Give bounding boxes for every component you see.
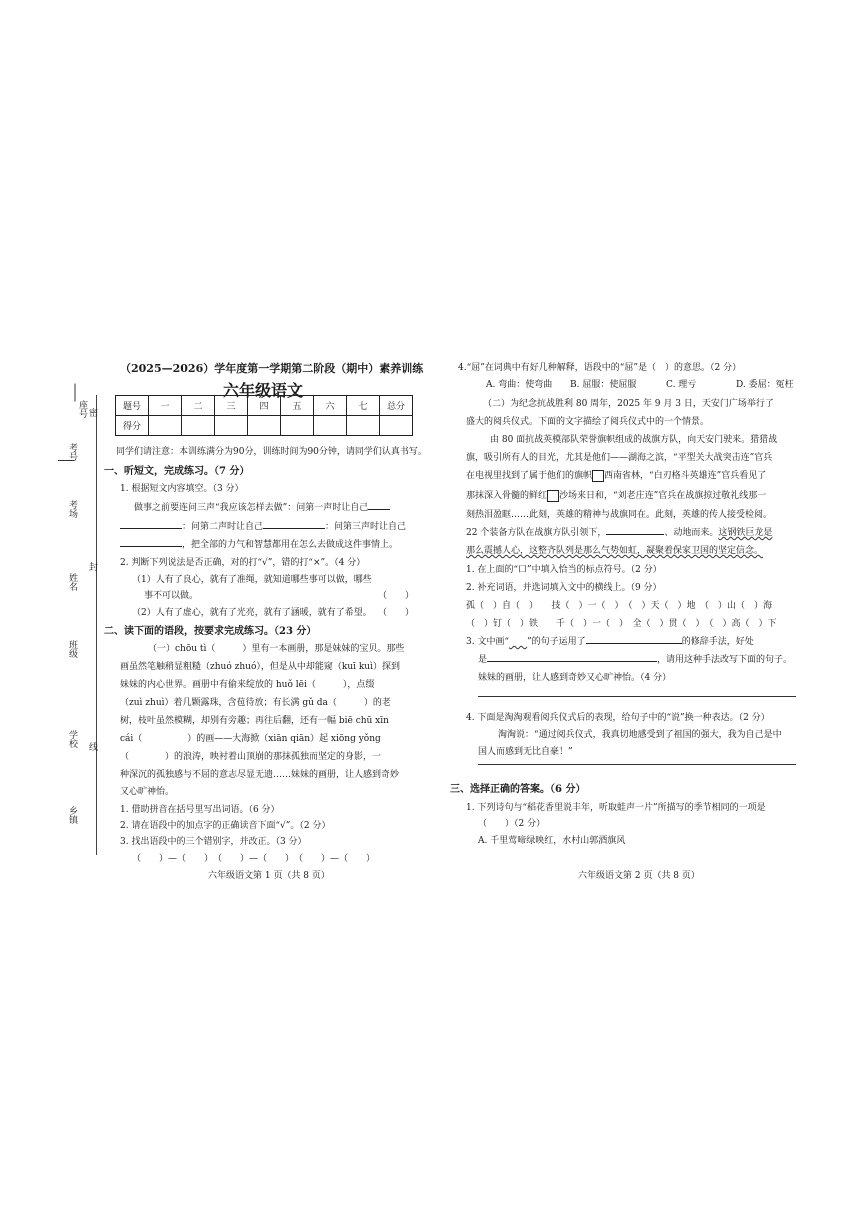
binding-line [96, 395, 97, 855]
score-table-cell: 五 [281, 396, 314, 416]
wavy-marker [509, 637, 527, 647]
score-input-cell[interactable] [215, 416, 248, 436]
side-label-room: 考场 [67, 500, 77, 518]
exam-title: （2025—2026）学年度第一学期第二阶段（期中）素养训练 [120, 362, 424, 375]
side-label-school: 学校 [67, 730, 77, 748]
exam-sheet [58, 340, 830, 880]
section-3-title: 三、选择正确的答案。（6 分） [450, 784, 586, 795]
option-d[interactable]: D. 委屈：冤枉 [736, 380, 794, 390]
idiom-row-1[interactable]: 孤（ ）自（ ） 技（ ）一（ ） （ ）天（ ）地 （ ）山（ ）海 [466, 601, 773, 611]
section-2-title: 二、读下面的语段，按要求完成练习。（23 分） [104, 626, 317, 637]
text: 22 个装备方队在战旗方队引领下， [466, 528, 607, 538]
passage2-line [466, 468, 766, 482]
passage2-line: 刻热泪盈眶……此刻，英雄的精神与战旗同在。此刻，英雄的传人接受检阅。 [466, 510, 773, 520]
answer-blank[interactable] [487, 661, 657, 662]
text: 在电视里找到了属于他们的旗帜 [466, 471, 593, 481]
text: 沙场来日和，“刘老庄连”官兵在战旗掠过敬礼线那一 [559, 491, 767, 501]
page-footer-right: 六年级语文第 2 页（共 8 页） [578, 871, 700, 881]
seat-blank [75, 384, 76, 402]
s1-question-1: 1. 根据短文内容填空。（3 分） [120, 484, 244, 494]
passage-line: （ ）的浪涛，映衬着山顶崩的那抹孤独而坚定的身影，一 [120, 752, 382, 762]
passage2-line: （二）为纪念抗战胜利 80 周年，2025 年 9 月 3 日，天安门广场举行了 [483, 399, 774, 409]
passage2-line: 旗，吸引所有人的目光，尤其是他们——湖海之滨，“平型关大战突击连”官兵 [466, 453, 773, 463]
passage-line: （一）chōu tì（ ）里有一本画册，那是妹妹的宝贝。那些 [148, 644, 405, 654]
wavy-sentence: 那么震撼人心，这整齐队列是那么气势如虹，凝聚着保家卫国的坚定信念。 [466, 546, 764, 556]
side-label-exam-no: 考号 [67, 443, 77, 461]
text: 的修辞手法，好处 [681, 637, 754, 647]
score-table-cell: 七 [347, 396, 380, 416]
answer-blank[interactable] [120, 546, 182, 547]
score-table-cell: 总分 [380, 396, 413, 416]
r-question-4: 4.“屈”在词典中有好几种解释，语段中的“屈”是（ ）的意思。（2 分） [458, 363, 742, 373]
s3-question-1: 1. 下列诗句与“稻花香里说丰年，听取蛙声一片”所描写的季节相同的一项是 [466, 803, 766, 813]
score-table-cell: 二 [182, 396, 215, 416]
s1-q1-line-3 [120, 537, 398, 550]
side-mark-b: 封 [87, 562, 97, 571]
s2-q3-answers[interactable]: （ ）—（ ） （ ）—（ ） （ ）—（ ） [132, 854, 376, 864]
answer-blank[interactable] [586, 643, 682, 644]
text: ：问第二声时让自己 [182, 522, 264, 532]
s3-q1-paren[interactable]: （ ）（2 分） [478, 819, 546, 829]
score-input-cell[interactable] [314, 416, 347, 436]
score-table-cell: 三 [215, 396, 248, 416]
text: ”的句子运用了 [527, 637, 586, 647]
s2-question-1: 1. 借助拼音在括号里写出词语。（6 分） [120, 805, 280, 815]
answer-blank[interactable] [120, 528, 182, 529]
answer-paren[interactable]: （ ） [378, 591, 415, 601]
quote-line: 国人而感到无比自豪！” [478, 747, 573, 757]
passage-line: （zuì zhuì）着几颗露珠，含苞待放；有长满 gǔ da（ ）的老 [120, 698, 391, 708]
notice: 同学们请注意：本训练满分为90分，训练时间为90分钟，请同学们认真书写。 [116, 447, 427, 457]
s2-question-2: 2. 请在语段中的加点字的正确读音下面“√”。（2 分） [120, 821, 331, 831]
text: ，请用这种手法改写下面的句子。 [657, 655, 793, 665]
option-c[interactable]: C. 理亏 [666, 380, 697, 390]
text: ：问第三声时让自己 [325, 522, 407, 532]
answer-paren[interactable]: （ ） [378, 608, 415, 618]
punct-box[interactable] [592, 470, 604, 482]
section-1-title: 一、听短文，完成练习。（7 分） [104, 466, 250, 477]
passage-line: 画虽然笔触稍显粗糙（zhuó zhuó），但是从中却能窥（kuī kuì）探到 [120, 662, 400, 672]
s1-q2-item-1-cont: 事不可以做。 [144, 591, 199, 601]
answer-blank[interactable] [263, 528, 325, 529]
answer-line[interactable] [478, 764, 796, 765]
r-q3-line-2 [478, 652, 792, 665]
r-sub-question-1: 1. 在上面的“口”中填入恰当的标点符号。（2 分） [466, 565, 662, 575]
s1-q2-item-2: （2）人有了虚心，就有了光亮，就有了涵暖，就有了希望。 [132, 608, 372, 618]
quote-line: 淘淘说：“通过阅兵仪式，我真切地感受到了祖国的强大，我为自己是中 [498, 730, 782, 740]
subject-title: 六年级语文 [223, 381, 304, 400]
side-mark-a: 密 [87, 408, 97, 417]
passage2-line: 由 80 面抗战英模部队荣誉旗帜组成的战旗方队，向天安门驶来。猎猎战 [490, 435, 778, 445]
score-table-header [116, 396, 413, 416]
score-input-cell[interactable] [281, 416, 314, 436]
score-table-cell: 六 [314, 396, 347, 416]
text: 那抹深入骨髓的鲜红 [466, 491, 548, 501]
page-footer-left: 六年级语文第 1 页（共 8 页） [208, 871, 330, 881]
s1-q1-line-1 [134, 500, 390, 513]
s1-q1-line-2 [120, 519, 406, 532]
r-sub-question-2: 2. 补充词语，并选词填入文中的横线上。（9 分） [466, 583, 662, 593]
punct-box[interactable] [547, 490, 559, 502]
score-label-cell: 得分 [116, 416, 149, 436]
text: 西南省林，“白刃格斗英雄连”官兵看见了 [604, 471, 767, 481]
r-q3-line-3: 妹妹的画册，让人感到奇妙又心旷神怡。（4 分） [478, 673, 672, 683]
side-mark-c: 线 [87, 742, 97, 751]
score-table [115, 395, 413, 436]
text: 是 [478, 655, 488, 665]
answer-blank[interactable] [368, 509, 390, 510]
score-input-cell[interactable] [182, 416, 215, 436]
idiom-row-2[interactable]: （ ）钉（ ）铁 千（ ）一（ ） 全（ ）贯（ ） （ ）高（ ）下 [466, 619, 777, 629]
blank-line [58, 460, 74, 461]
wavy-sentence: 这钢铁巨龙是 [718, 528, 773, 538]
passage-line: 种深沉的孤独感与不屈的意志尽显无遗……妹妹的画册，让人感到奇妙 [120, 770, 400, 780]
passage2-line [466, 525, 772, 538]
option-a[interactable]: A. 弯曲：使弯曲 [486, 380, 553, 390]
passage-line: 又心旷神怡。 [120, 787, 175, 797]
s2-question-3: 3. 找出语段中的三个错别字，并改正。（3 分） [120, 837, 307, 847]
side-label-seat: 座号 [77, 400, 87, 418]
s1-question-2: 2. 判断下列说法是否正确，对的打“√”，错的打“×”。（4 分） [120, 558, 366, 568]
score-input-cell[interactable] [248, 416, 281, 436]
passage-line: 树，枝叶虽然模糊，却别有旁趣；再往后翻，还有一幅 biē chū xīn [120, 716, 389, 726]
score-input-cell[interactable] [380, 416, 413, 436]
passage2-line: 盛大的阅兵仪式。下面的文字描绘了阅兵仪式中的一个情景。 [466, 417, 710, 427]
answer-blank[interactable] [606, 534, 664, 535]
passage-line: cái（ ）的画——大海掀（xiān qiān）起 xiōng yǒng [120, 734, 381, 744]
passage2-line [466, 488, 766, 502]
text: 做事之前要连问三声“我应该怎样去做”：问第一声时让自己 [134, 503, 369, 513]
text: ，把全部的力气和智慧都用在怎么去做成这件事情上。 [182, 540, 399, 550]
option-b[interactable]: B. 屈服：使屈服 [570, 380, 637, 390]
s1-q2-item-1: （1）人有了良心，就有了准绳，就知道哪些事可以做，哪些 [132, 575, 372, 585]
side-label-name: 姓名 [67, 573, 77, 591]
score-input-cell[interactable] [347, 416, 380, 436]
text: 、动地而来。 [664, 528, 719, 538]
side-label-town: 乡镇 [67, 806, 77, 824]
score-table-cell: 题号 [116, 396, 149, 416]
score-table-cell: 一 [149, 396, 182, 416]
r-sub-question-3 [466, 634, 754, 647]
score-table-row [116, 416, 413, 436]
s3-option-a[interactable]: A. 千里莺啼绿映红，水村山郭酒旗风 [478, 836, 626, 846]
score-table-cell: 四 [248, 396, 281, 416]
answer-line[interactable] [478, 696, 796, 697]
passage-line: 妹妹的内心世界。画册中有偷来绽放的 huǒ lēi（ ），点缀 [120, 680, 375, 690]
text: 3. 文中画“ [466, 637, 510, 647]
r-sub-question-4: 4. 下面是淘淘观看阅兵仪式后的表现，给句子中的“说”换一种表达。（2 分） [466, 713, 770, 723]
side-label-class: 班级 [67, 640, 77, 658]
score-input-cell[interactable] [149, 416, 182, 436]
